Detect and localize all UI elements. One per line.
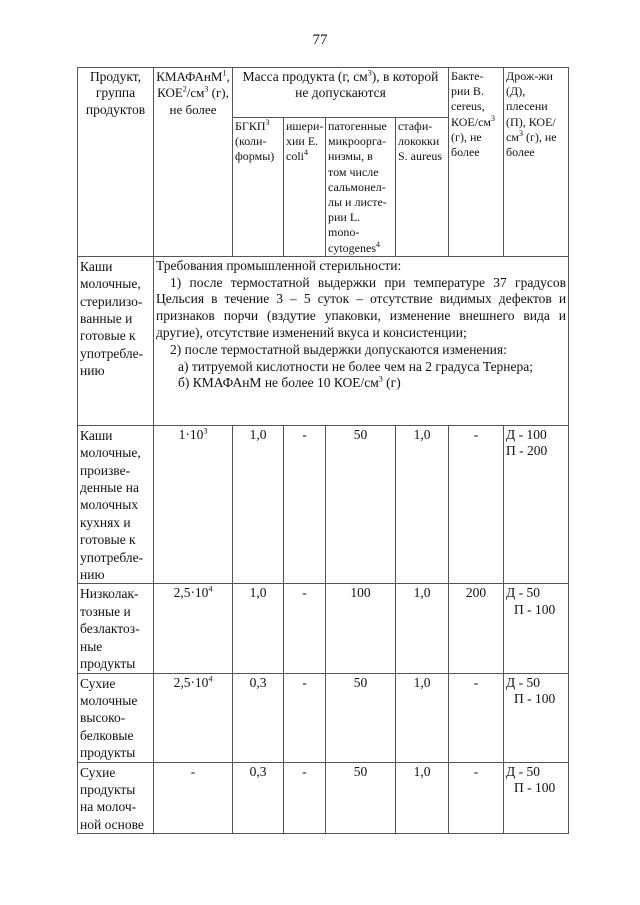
kmafanm-cell: -	[154, 762, 233, 834]
kmafanm-limit: б) КМАФАнМ не более 10 КОЕ/$см^3$ (г)	[178, 374, 401, 391]
table-row	[78, 584, 569, 673]
product-cell: Сухие молочные высоко-белковые продукты	[78, 673, 154, 762]
yeast-mold-cell: Д - 100 П - 200	[504, 425, 569, 584]
staph-cell: 1,0	[396, 584, 449, 673]
sterility-requirements: Требования промышленной стерильности: 1) после термостатной выдержки при температуре 37 градусов Цельсия в течение 3 – 5 суток – отсутствие видимых дефектов и признаков порчи (вздутие упаковки, изменение внешнего вида и другие), отсутствие изменений вкуса и консистенции; 2) после термостатной выдержки допускаются изменения: а) титруемой кислотности не более чем на 2 градуса Тернера; б) КМАФАнМ не более 10 КОЕ/$см^3$ (г)	[154, 256, 569, 425]
staph-cell: 1,0	[396, 673, 449, 762]
product-cell: Низколак-тозные и безлактоз-ные продукты	[78, 584, 154, 673]
yeast-mold-cell: Д - 50 П - 100	[504, 762, 569, 834]
bgkp-cell: 0,3	[233, 762, 284, 834]
staph-cell: 1,0	[396, 425, 449, 584]
yeast-mold-cell: Д - 50 П - 100	[504, 673, 569, 762]
ecoli-cell: -	[284, 425, 326, 584]
bgkp-cell: 1,0	[233, 425, 284, 584]
microbiology-requirements-table	[77, 67, 569, 834]
bgkp-cell: 0,3	[233, 673, 284, 762]
header-ecoli: ишери-хии E. coli$^4$	[284, 118, 326, 257]
header-bcereus: Бакте-рии B. cereus, КОЕ/$см^3$ (г), не более	[449, 68, 504, 257]
header-staph: стафи-лококки S. aureus	[396, 118, 449, 257]
header-kmafanm: КМАФАнМ$^1$, $КОЕ^2/см^3$ (г), не более	[154, 68, 233, 257]
kmafanm-cell: $2,5\cdot 10^4$	[154, 673, 233, 762]
kmafanm-cell: $2,5\cdot 10^4$	[154, 584, 233, 673]
header-mass-group: Масса продукта (г, $см^3$), в которой не допускаются	[233, 68, 449, 118]
header-row-1	[78, 68, 569, 118]
header-pathogens: патогенные микроорга-низмы, в том числе сальмонел-лы и листе-рии L. mono-cytogenes$^4$	[326, 118, 396, 257]
ecoli-cell: -	[284, 584, 326, 673]
table-row	[78, 673, 569, 762]
bgkp-cell: 1,0	[233, 584, 284, 673]
bcereus-cell: -	[449, 425, 504, 584]
pathogens-cell: 50	[326, 425, 396, 584]
pathogens-cell: 50	[326, 762, 396, 834]
bcereus-cell: -	[449, 762, 504, 834]
ecoli-cell: -	[284, 762, 326, 834]
table-row	[78, 762, 569, 834]
product-cell: Каши молочные, стерилизо-ванные и готовые к употребле-нию	[78, 256, 154, 425]
page-number: 77	[312, 32, 328, 48]
header-yeast-mold: Дрож-жи (Д), плесени (П), КОЕ/$см^3$ (г), не более	[504, 68, 569, 257]
yeast-mold-cell: Д - 50 П - 100	[504, 584, 569, 673]
product-cell: Каши молочные, произве-денные на молочных кухнях и готовые к употребле-нию	[78, 425, 154, 584]
table-row-sterile	[78, 256, 569, 425]
bcereus-cell: -	[449, 673, 504, 762]
kmafanm-cell: $1\cdot 10^3$	[154, 425, 233, 584]
header-product: Продукт, группа продуктов	[78, 68, 154, 257]
pathogens-cell: 100	[326, 584, 396, 673]
table-row	[78, 425, 569, 584]
header-bgkp: БГКП$^3$ (коли-формы)	[233, 118, 284, 257]
pathogens-cell: 50	[326, 673, 396, 762]
staph-cell: 1,0	[396, 762, 449, 834]
bcereus-cell: 200	[449, 584, 504, 673]
ecoli-cell: -	[284, 673, 326, 762]
product-cell: Сухие продукты на молоч-ной основе	[78, 762, 154, 834]
